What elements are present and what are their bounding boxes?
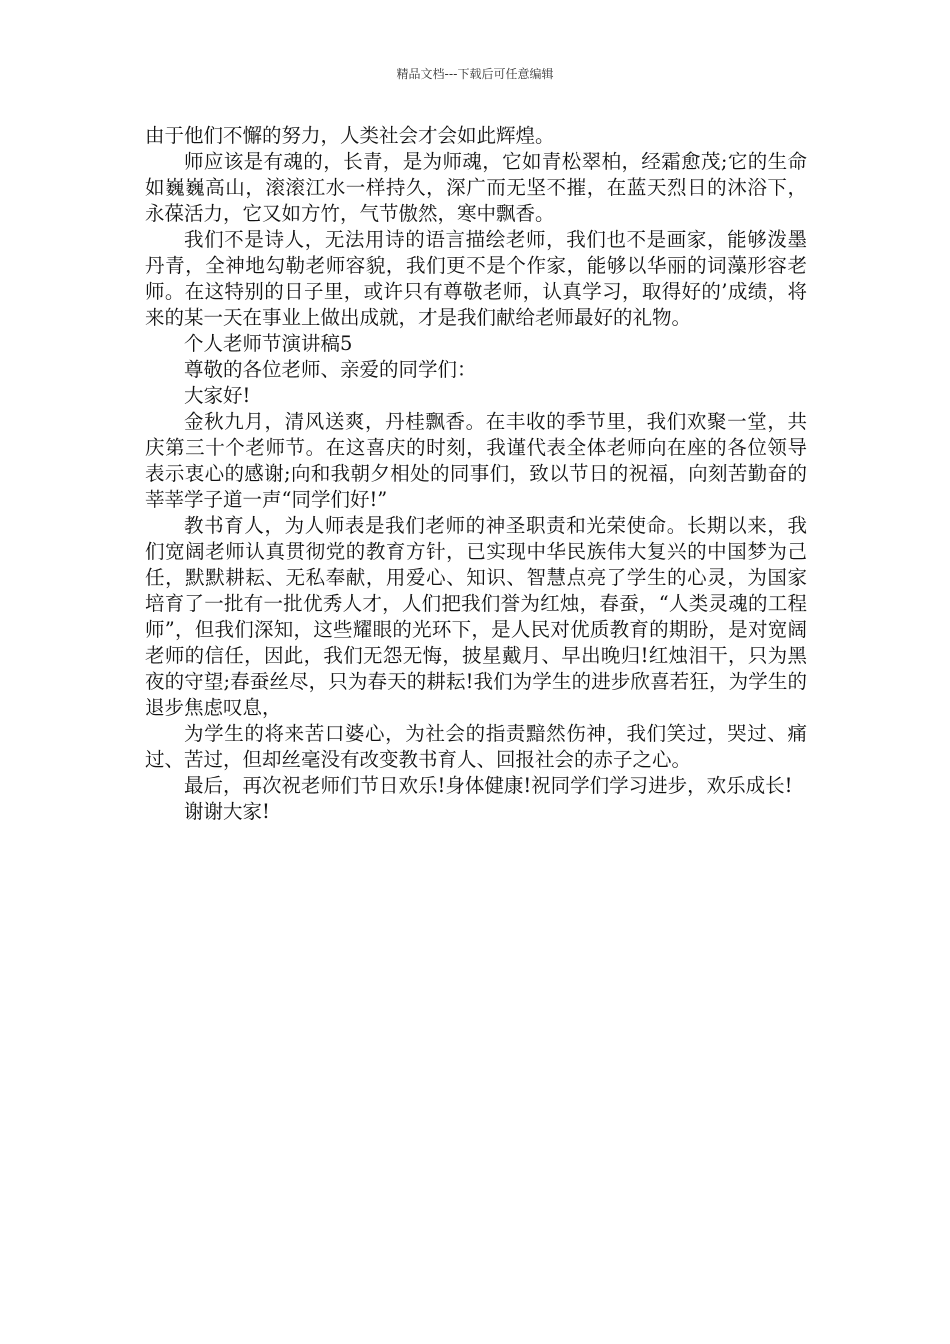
- page-header: 精品文档---下载后可任意编辑: [396, 67, 554, 81]
- salutation: 尊敬的各位老师、亲爱的同学们：: [184, 358, 477, 381]
- paragraph-10: 最后，再次祝老师们节日欢乐!身体健康!祝同学们学习进步，欢乐成长!: [184, 774, 793, 797]
- speech-title: 个人老师节演讲稿5: [184, 332, 353, 355]
- paragraph-3: 我们不是诗人，无法用诗的语言描绘老师，我们也不是画家，能够泼墨丹青，全神地勾勒老师容貌，我们更不是个作家，能够以华丽的词藻形容老师。在这特别的日子里，或许只有尊敬老师，认真学习，取得好的’成绩，将来的某一天在事业上做出成就，才是我们献给老师最好的礼物。: [145, 228, 807, 329]
- paragraph-2: 师应该是有魂的，长青，是为师魂，它如青松翠柏，经霜愈茂;它的生命如巍巍高山，滚滚江水一样持久，深广而无坚不摧，在蓝天烈日的沐浴下，永葆活力，它又如方竹，气节傲然，寒中飘香。: [145, 150, 807, 225]
- closing-thanks: 谢谢大家!: [184, 800, 270, 823]
- paragraph-1: 由于他们不懈的努力，人类社会才会如此辉煌。: [145, 124, 555, 147]
- paragraph-9: 为学生的将来苦口婆心，为社会的指责黯然伤神，我们笑过，哭过、痛过、苦过，但却丝毫没有改变教书育人、回报社会的赤子之心。: [145, 722, 807, 771]
- greeting: 大家好!: [184, 384, 251, 407]
- paragraph-8: 教书育人，为人师表是我们老师的神圣职责和光荣使命。长期以来，我们宽阔老师认真贯彻党的教育方针，已实现中华民族伟大复兴的中国梦为己任，默默耕耘、无私奉献，用爱心、知识、智慧点亮了学生的心灵，为国家培育了一批有一批优秀人才，人们把我们誉为红烛，春蚕，“人类灵魂的工程师”，但我们深知，这些耀眼的光环下，是人民对优质教育的期盼，是对宽阔老师的信任，因此，我们无怨无悔，披星戴月、早出晚归!红烛泪干，只为黑夜的守望;春蚕丝尽，只为春天的耕耘!我们为学生的进步欣喜若狂，为学生的退步焦虑叹息，: [145, 514, 807, 719]
- paragraph-7: 金秋九月，清风送爽，丹桂飘香。在丰收的季节里，我们欢聚一堂，共庆第三十个老师节。在这喜庆的时刻，我谨代表全体老师向在座的各位领导表示衷心的感谢;向和我朝夕相处的同事们，致以节日的祝福，向刻苦勤奋的莘莘学子道一声“同学们好!”: [145, 410, 807, 511]
- document-body: [145, 123, 807, 825]
